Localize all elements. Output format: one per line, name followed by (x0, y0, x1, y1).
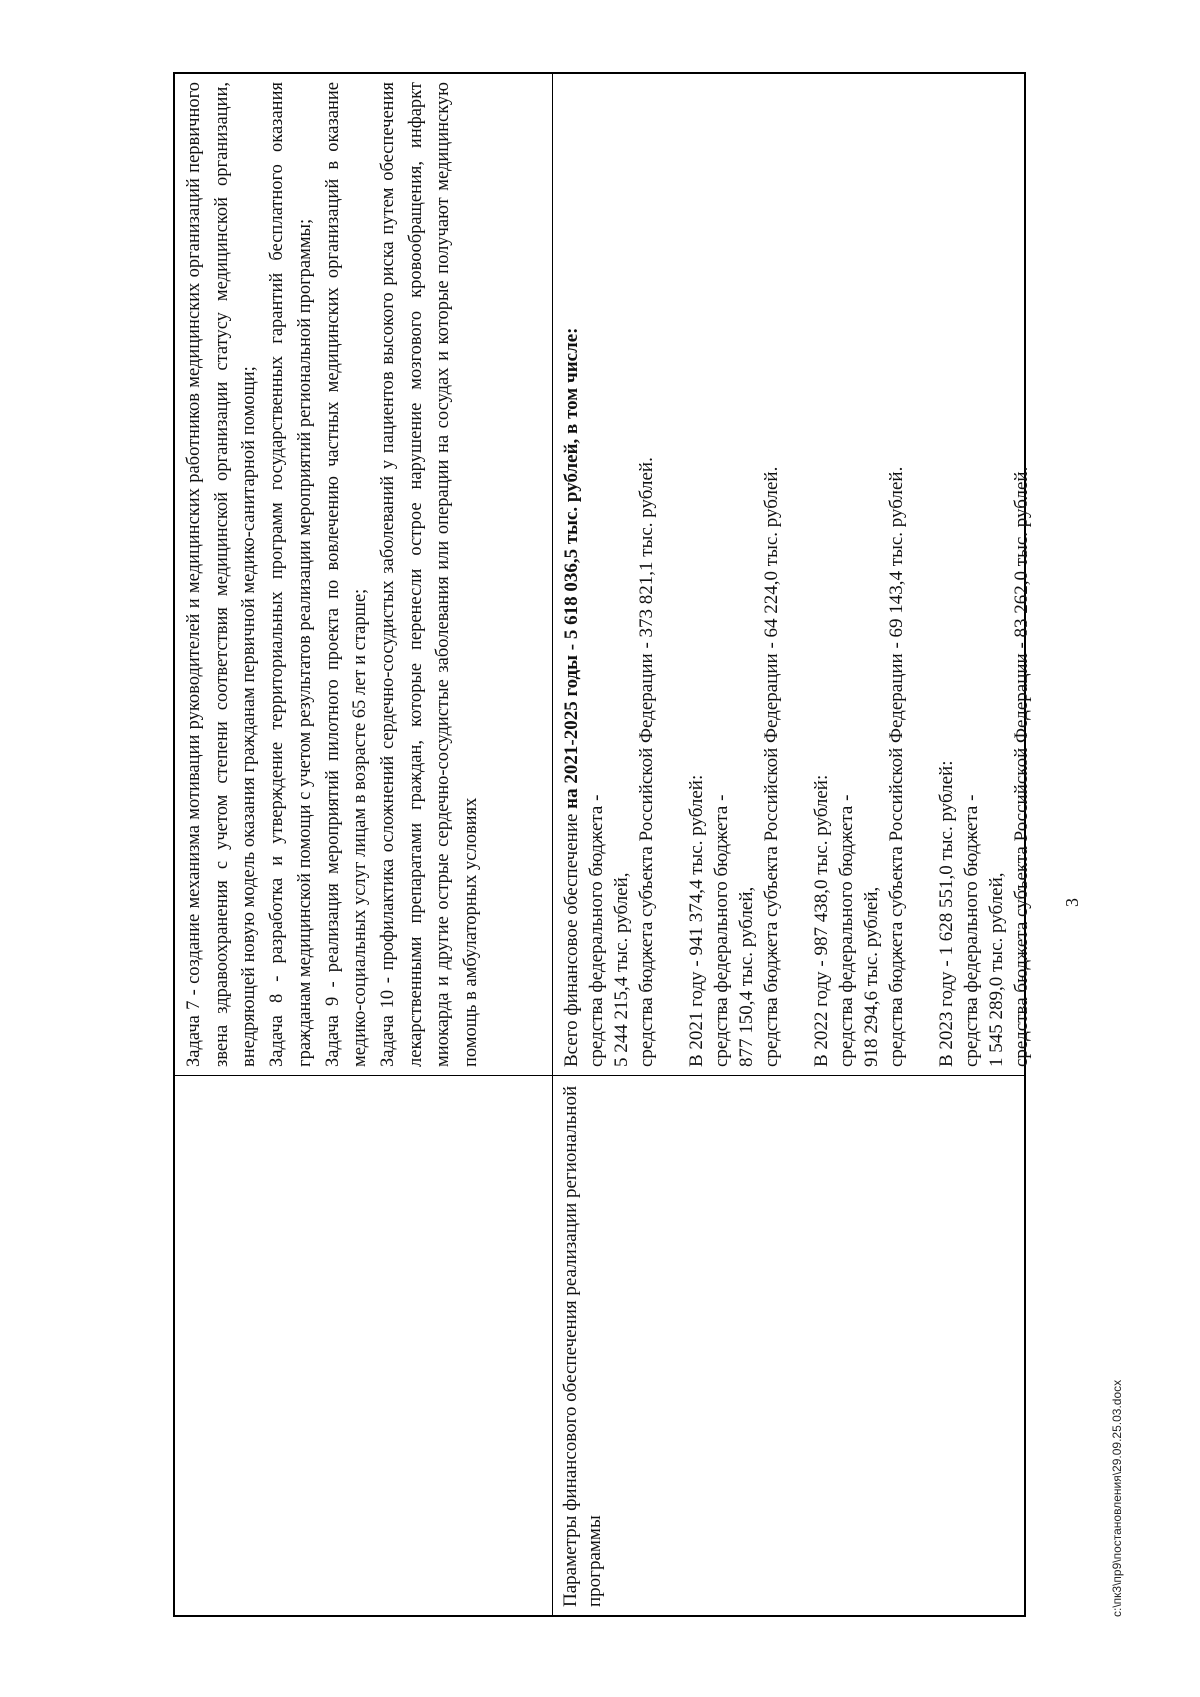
finance-total-subject: средства бюджета субъекта Российской Федерации - 373 821,1 тыс. рублей. (636, 457, 657, 1067)
year-2022-federal-label: средства федерального бюджета - (836, 794, 857, 1067)
year-2021-federal-label: средства федерального бюджета - (711, 794, 732, 1067)
page-number: 3 (1062, 898, 1082, 907)
year-2023-federal-label: средства федерального бюджета - (961, 794, 982, 1067)
year-2023-subject: средства бюджета субъекта Российской Федерации - 83 262,0 тыс. рублей. (1011, 466, 1032, 1067)
table-row-tasks (175, 74, 553, 1615)
task-8: Задача 8 - разработка и утверждение территориальных программ государственных гарантий бесплатного оказания гражданам медицинской помощи с учетом результатов реализации мероприятий региональной программы; (267, 82, 315, 1067)
task-7: Задача 7 - создание механизма мотивации руководителей и медицинских работников медицинских организаций первичного звена здравоохранения с учетом степени соответствия медицинской организации статусу медицинской организации, внедряющей новую модель оказания гражданам первичной медико-санитарной помощи; (184, 82, 260, 1067)
task-9: Задача 9 - реализация мероприятий пилотного проекта по вовлечению частных медицинских организаций в оказание медико-социальных услуг лицам в возрасте 65 лет и старше; (322, 82, 371, 1067)
finance-label-cell: Параметры финансового обеспечения реализации региональной программы (553, 1075, 1024, 1615)
finance-total-federal-value: 5 244 215,4 тыс. рублей, (611, 872, 632, 1067)
finance-total (559, 82, 584, 1067)
year-2021-federal-value: 877 150,4 тыс. рублей, (736, 886, 757, 1067)
table-row-finance (553, 74, 1032, 1615)
year-2022-federal-value: 918 294,6 тыс. рублей, (861, 886, 882, 1067)
finance-total-prefix: Всего финансовое обеспечение (561, 808, 582, 1067)
task-10: Задача 10 - профилактика осложнений сердечно-сосудистых заболеваний у пациентов высокого риска путем обеспечения лекарственными препаратами граждан, которые перенесли острое нарушение мозгового кровообращения, инфаркт миокарда и другие острые сердечно-сосудистые заболевания или операции на сосудах и которые получают медицинскую помощь в амбулаторных условиях (377, 82, 482, 1067)
finance-total-amount: на 2021-2025 годы - 5 618 036,5 тыс. рублей, в том числе: (561, 327, 582, 809)
year-2021-subject: средства бюджета субъекта Российской Федерации - 64 224,0 тыс. рублей. (761, 466, 782, 1067)
tasks-cell (175, 74, 552, 1075)
year-2023-federal-value: 1 545 289,0 тыс. рублей, (986, 872, 1007, 1067)
year-2022-heading: В 2022 году - 987 438,0 тыс. рублей: (811, 774, 832, 1067)
year-2023-heading: В 2023 году - 1 628 551,0 тыс. рублей: (936, 760, 957, 1067)
footer-file-path: c:\пк3\пр9\постановления\29.09.25.03.docx (1110, 1379, 1124, 1617)
year-2022-subject: средства бюджета субъекта Российской Федерации - 69 143,4 тыс. рублей. (886, 466, 907, 1067)
program-table (173, 72, 1032, 1617)
finance-total-federal-label: средства федерального бюджета - (586, 794, 607, 1067)
year-2021-heading: В 2021 году - 941 374,4 тыс. рублей: (686, 774, 707, 1067)
tasks-label-cell (175, 1075, 552, 1615)
finance-cell (553, 74, 1032, 1075)
